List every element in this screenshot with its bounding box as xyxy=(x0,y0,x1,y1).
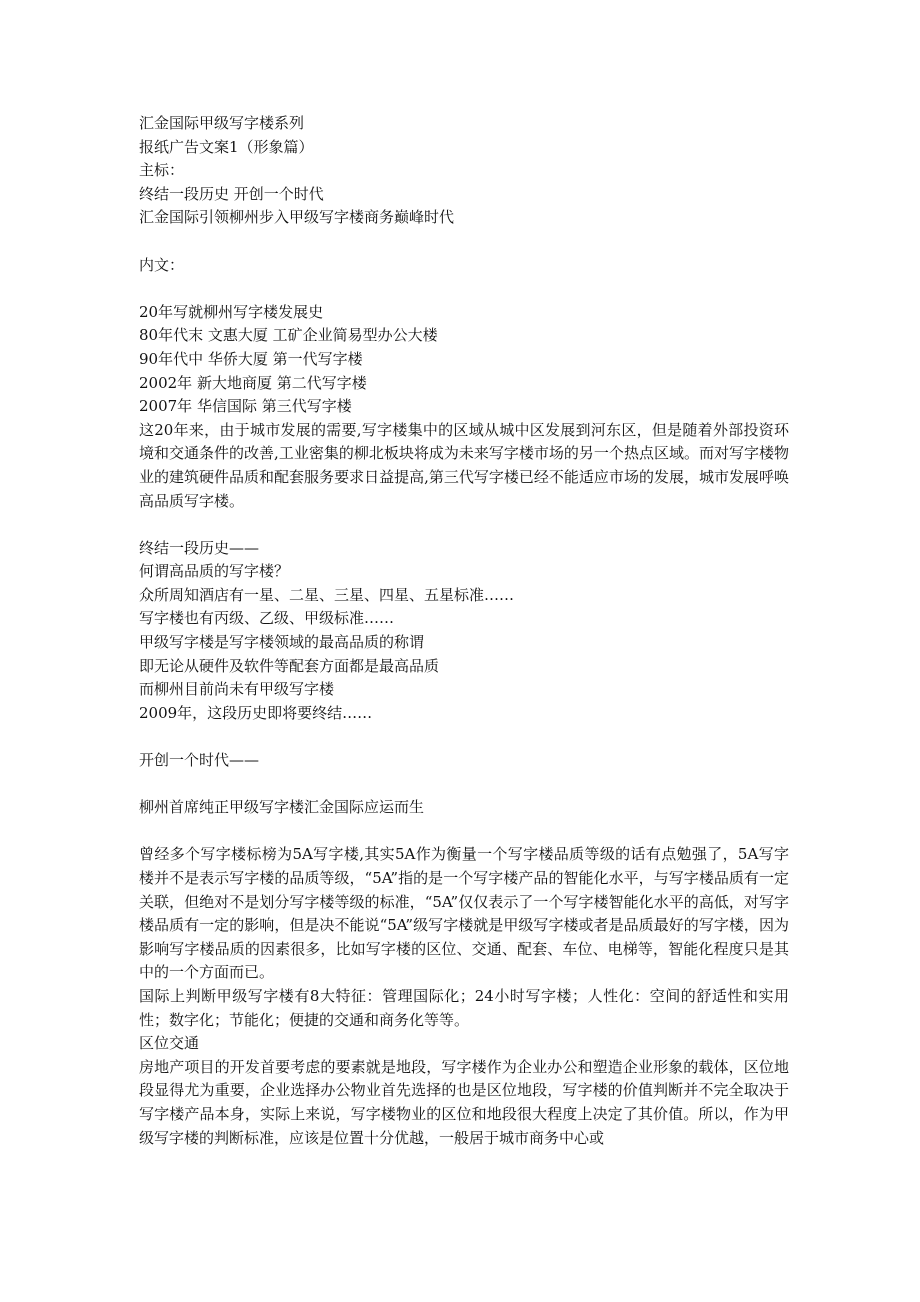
headline-main: 终结一段历史 开创一个时代 xyxy=(139,184,324,203)
history-title: 20年写就柳州写字楼发展史 xyxy=(139,302,324,321)
timeline-item: 80年代末 文惠大厦 工矿企业简易型办公大楼 xyxy=(139,326,438,345)
spacer xyxy=(139,820,789,844)
section-end-title: 终结一段历史—— xyxy=(139,538,260,557)
headline-label: 主标： xyxy=(139,161,185,180)
spacer xyxy=(139,513,789,537)
timeline-item: 90年代中 华侨大厦 第一代写字楼 xyxy=(139,349,363,368)
doc-title: 报纸广告文案1（形象篇） xyxy=(139,137,314,156)
section-end-line: 写字楼也有丙级、乙级、甲级标准…… xyxy=(139,609,395,628)
section-end-line: 即无论从硬件及软件等配套方面都是最高品质 xyxy=(139,656,440,675)
section-end-line: 2009年，这段历史即将要终结…… xyxy=(139,703,373,722)
section-end-line: 而柳州目前尚未有甲级写字楼 xyxy=(139,680,335,699)
paragraph-5a: 曾经多个写字楼标榜为5A写字楼,其实5A作为衡量一个写字楼品质等级的话有点勉强了，5A写字楼并不是表示写字楼的品质等级，“5A”指的是一个写字楼产品的智能化水平，与写字楼品质有一定关联，但绝对不是划分写字楼等级的标准，“5A”仅仅表示了一个写字楼智能化水平的高低，对写字楼品质有一定的影响，但是决不能说“5A”级写字楼就是甲级写字楼或者是品质最好的写字楼，因为影响写字楼品质的因素很多，比如写字楼的区位、交通、配套、车位、电梯等，智能化程度只是其中的一个方面而已。 xyxy=(139,845,789,982)
section-end-line: 甲级写字楼是写字楼领域的最高品质的称谓 xyxy=(139,633,425,652)
body-label: 内文： xyxy=(139,255,185,274)
spacer xyxy=(139,277,789,301)
timeline-item: 2007年 华信国际 第三代写字楼 xyxy=(139,397,352,416)
spacer xyxy=(139,725,789,749)
spacer xyxy=(139,230,789,254)
section-end-line: 何谓高品质的写字楼？ xyxy=(139,562,290,581)
spacer xyxy=(139,773,789,797)
section-start-title: 开创一个时代—— xyxy=(139,751,260,770)
timeline-item: 2002年 新大地商厦 第二代写字楼 xyxy=(139,373,367,392)
document-page xyxy=(139,112,789,1150)
location-title: 区位交通 xyxy=(139,1034,200,1053)
series-title: 汇金国际甲级写字楼系列 xyxy=(139,114,305,132)
section-start-intro: 柳州首席纯正甲级写字楼汇金国际应运而生 xyxy=(139,798,425,817)
headline-sub: 汇金国际引领柳州步入甲级写字楼商务巅峰时代 xyxy=(139,208,455,227)
section-end-line: 众所周知酒店有一星、二星、三星、四星、五星标准…… xyxy=(139,585,515,604)
paragraph-features: 国际上判断甲级写字楼有8大特征：管理国际化；24小时写字楼；人性化：空间的舒适性和实用性；数字化；节能化；便捷的交通和商务化等等。 xyxy=(139,986,789,1029)
history-paragraph: 这20年来，由于城市发展的需要,写字楼集中的区域从城中区发展到河东区，但是随着外部投资环境和交通条件的改善,工业密集的柳北板块将成为未来写字楼市场的另一个热点区域。而对写字楼物业的建筑硬件品质和配套服务要求日益提高,第三代写字楼已经不能适应市场的发展，城市发展呼唤高品质写字楼。 xyxy=(139,420,789,510)
paragraph-location: 房地产项目的开发首要考虑的要素就是地段，写字楼作为企业办公和塑造企业形象的载体，区位地段显得尤为重要，企业选择办公物业首先选择的也是区位地段，写字楼的价值判断并不完全取决于写字楼产品本身，实际上来说，写字楼物业的区位和地段很大程度上决定了其价值。所以，作为甲级写字楼的判断标准，应该是位置十分优越，一般居于城市商务中心或 xyxy=(139,1057,789,1147)
